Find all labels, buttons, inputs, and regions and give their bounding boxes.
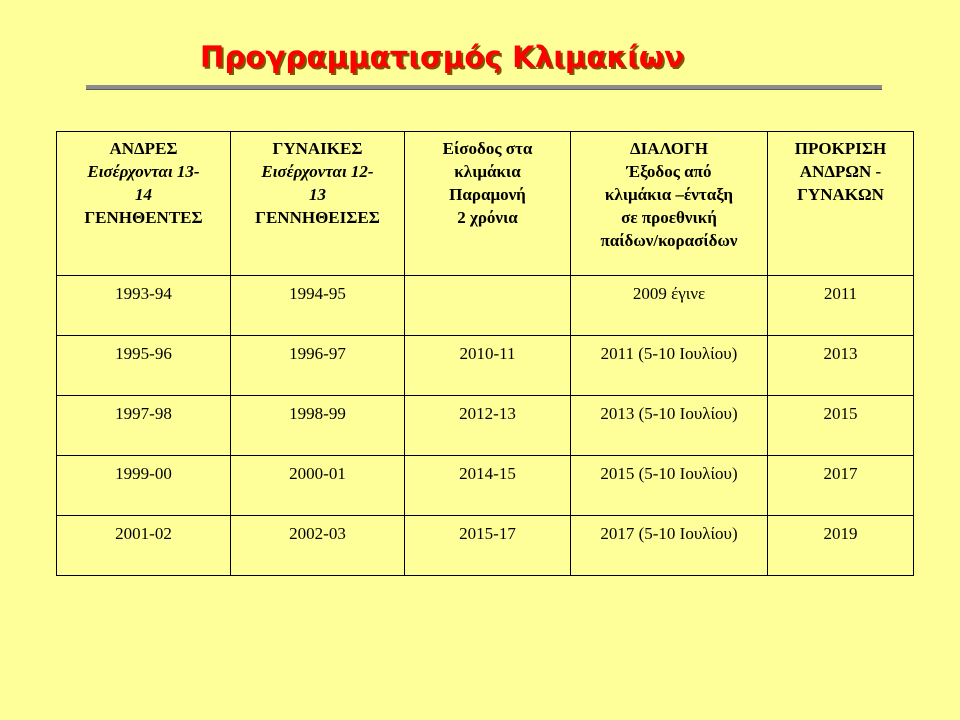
table-cell: 1998-99 [231,396,405,456]
table-cell: 2015 (5-10 Ιουλίου) [571,456,768,516]
table-cell: 2014-15 [405,456,571,516]
table-row [57,516,914,576]
table-cell: 2009 έγινε [571,276,768,336]
header-line: Παραμονή [449,185,526,204]
table-cell: 2013 [768,336,914,396]
table-cell [405,276,571,336]
header-line: ΑΝΔΡΕΣ [109,139,178,158]
header-line: ΓΥΝΑΚΩΝ [797,185,884,204]
header-line: κλιμάκια [454,162,521,181]
header-line: Είσοδος στα [442,139,533,158]
header-line: ΔΙΑΛΟΓΗ [629,139,708,158]
table-cell: 2017 (5-10 Ιουλίου) [571,516,768,576]
header-line: σε προεθνική [621,208,717,227]
header-line: ΑΝΔΡΩΝ - [799,162,882,181]
table-cell: 2011 [768,276,914,336]
table-cell: 1993-94 [57,276,231,336]
header-line: 14 [135,185,152,204]
header-women [231,132,405,276]
table-cell: 1996-97 [231,336,405,396]
table-row [57,276,914,336]
header-line: Εισέρχονται 13- [87,162,200,181]
table-cell: 2017 [768,456,914,516]
header-line: παίδων/κορασίδων [600,231,738,250]
table-cell: 2019 [768,516,914,576]
header-line: Έξοδος από [626,162,712,181]
table-cell: 1994-95 [231,276,405,336]
table-cell: 2010-11 [405,336,571,396]
table-cell: 2001-02 [57,516,231,576]
header-line: 2 χρόνια [457,208,518,227]
header-row [57,132,914,276]
header-entry [405,132,571,276]
header-line: 13 [309,185,326,204]
header-men [57,132,231,276]
table-cell: 2002-03 [231,516,405,576]
table-cell: 1997-98 [57,396,231,456]
table-body [57,276,914,576]
table-cell: 1995-96 [57,336,231,396]
table-cell: 1999-00 [57,456,231,516]
header-line: ΓΕΝΝΗΘΕΙΣΕΣ [255,208,380,227]
table-row [57,456,914,516]
schedule-table [56,131,914,576]
header-selection [571,132,768,276]
table-row [57,336,914,396]
header-line: κλιμάκια –ένταξη [604,185,734,204]
table-cell: 2012-13 [405,396,571,456]
table-cell: 2015 [768,396,914,456]
table-cell: 2011 (5-10 Ιουλίου) [571,336,768,396]
title-underline [86,85,882,90]
header-line: ΠΡΟΚΡΙΣΗ [794,139,887,158]
header-line: ΓΕΝΗΘΕΝΤΕΣ [84,208,203,227]
header-line: ΓΥΝΑΙΚΕΣ [272,139,363,158]
header-line: Εισέρχονται 12- [261,162,374,181]
header-qualification [768,132,914,276]
table-cell: 2015-17 [405,516,571,576]
table-row [57,396,914,456]
slide-title: Προγραμματισμός Κλιμακίων [200,40,685,74]
table-cell: 2013 (5-10 Ιουλίου) [571,396,768,456]
table-cell: 2000-01 [231,456,405,516]
